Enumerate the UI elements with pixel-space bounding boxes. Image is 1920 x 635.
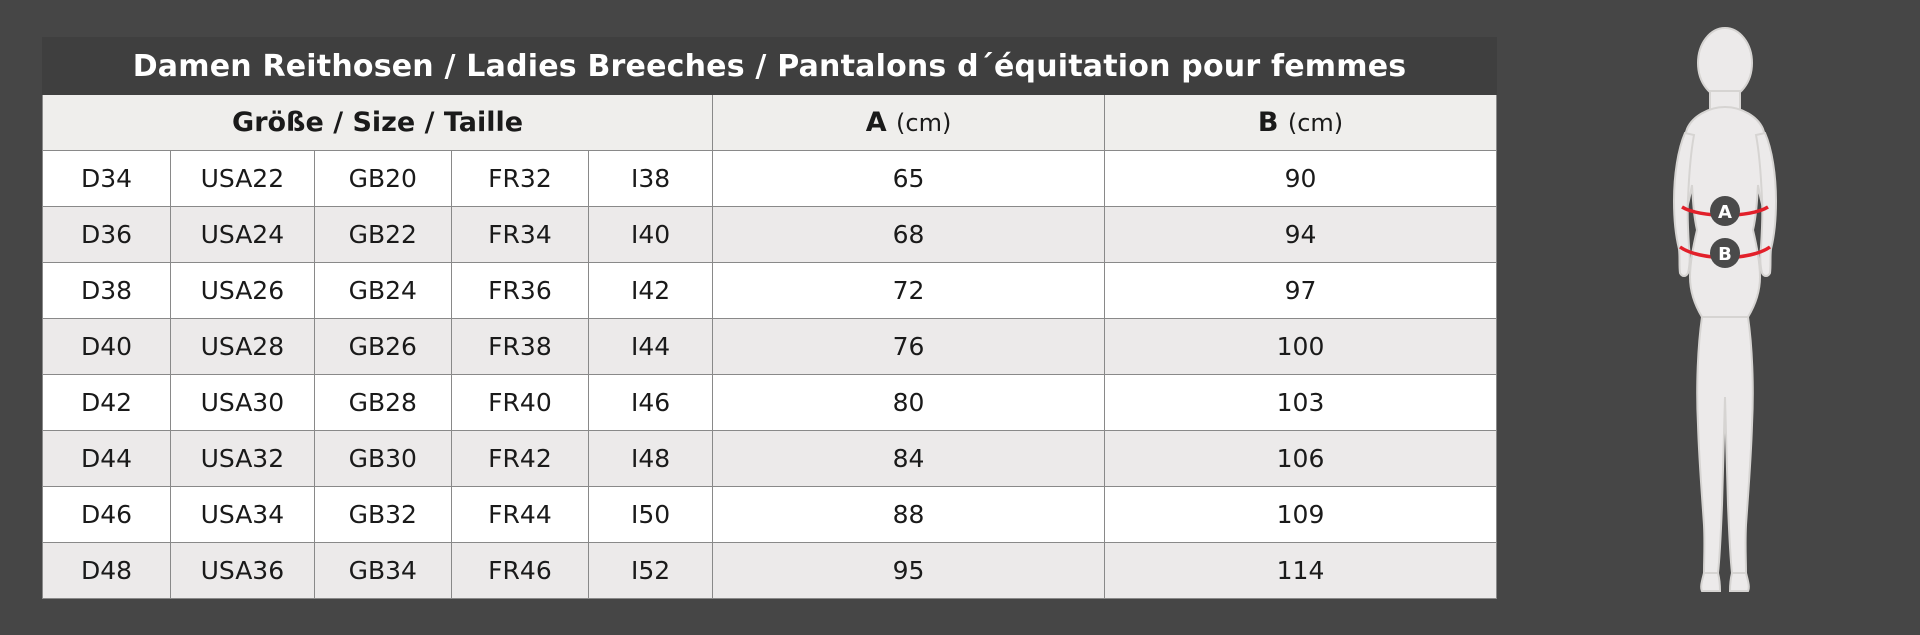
cell-size-it: I48	[589, 431, 713, 487]
cell-size-usa: USA30	[171, 375, 315, 431]
cell-size-it: I40	[589, 207, 713, 263]
marker-a-badge	[1710, 196, 1740, 226]
size-table	[42, 37, 1497, 599]
cell-size-de: D36	[43, 207, 171, 263]
table-row	[43, 263, 1497, 319]
female-body-silhouette	[1674, 28, 1776, 591]
cell-measure-b: 114	[1105, 543, 1497, 599]
cell-size-gb: GB34	[314, 543, 451, 599]
cell-size-it: I38	[589, 151, 713, 207]
cell-size-fr: FR44	[451, 487, 588, 543]
cell-measure-a: 80	[713, 375, 1105, 431]
table-row	[43, 487, 1497, 543]
cell-measure-b: 100	[1105, 319, 1497, 375]
marker-a-label: A	[1718, 202, 1732, 223]
cell-size-fr: FR38	[451, 319, 588, 375]
cell-size-it: I52	[589, 543, 713, 599]
table-body	[43, 151, 1497, 599]
cell-size-de: D48	[43, 543, 171, 599]
cell-size-usa: USA32	[171, 431, 315, 487]
cell-measure-a: 95	[713, 543, 1105, 599]
cell-size-it: I46	[589, 375, 713, 431]
cell-size-fr: FR40	[451, 375, 588, 431]
cell-size-gb: GB20	[314, 151, 451, 207]
cell-size-it: I44	[589, 319, 713, 375]
table-title: Damen Reithosen / Ladies Breeches / Pantalons d´équitation pour femmes	[43, 38, 1497, 95]
marker-b-badge	[1710, 238, 1740, 268]
cell-size-usa: USA26	[171, 263, 315, 319]
cell-size-gb: GB28	[314, 375, 451, 431]
cell-size-fr: FR42	[451, 431, 588, 487]
cell-measure-b: 109	[1105, 487, 1497, 543]
cell-measure-a: 68	[713, 207, 1105, 263]
cell-measure-a: 88	[713, 487, 1105, 543]
header-measure-b-letter: B	[1257, 107, 1279, 138]
header-measure-a-unit: (cm)	[896, 109, 952, 137]
cell-measure-b: 90	[1105, 151, 1497, 207]
table-row	[43, 319, 1497, 375]
marker-b-label: B	[1718, 244, 1732, 265]
cell-size-usa: USA28	[171, 319, 315, 375]
cell-size-usa: USA36	[171, 543, 315, 599]
cell-size-usa: USA34	[171, 487, 315, 543]
cell-size-fr: FR34	[451, 207, 588, 263]
cell-size-gb: GB30	[314, 431, 451, 487]
cell-size-de: D44	[43, 431, 171, 487]
cell-size-fr: FR36	[451, 263, 588, 319]
cell-size-gb: GB24	[314, 263, 451, 319]
cell-measure-a: 84	[713, 431, 1105, 487]
cell-measure-a: 72	[713, 263, 1105, 319]
cell-measure-b: 94	[1105, 207, 1497, 263]
cell-size-it: I50	[589, 487, 713, 543]
header-measure-b	[1105, 95, 1497, 151]
table-row	[43, 207, 1497, 263]
size-table-container	[42, 37, 1497, 599]
cell-size-de: D34	[43, 151, 171, 207]
cell-size-gb: GB22	[314, 207, 451, 263]
cell-size-de: D46	[43, 487, 171, 543]
cell-size-it: I42	[589, 263, 713, 319]
header-measure-a-letter: A	[865, 107, 887, 138]
table-header-row	[43, 95, 1497, 151]
cell-size-gb: GB32	[314, 487, 451, 543]
header-measure-a	[713, 95, 1105, 151]
cell-size-usa: USA24	[171, 207, 315, 263]
table-row	[43, 543, 1497, 599]
header-size: Größe / Size / Taille	[43, 95, 713, 151]
cell-measure-b: 97	[1105, 263, 1497, 319]
header-measure-b-unit: (cm)	[1287, 109, 1344, 137]
cell-size-de: D42	[43, 375, 171, 431]
cell-measure-a: 65	[713, 151, 1105, 207]
table-title-row	[43, 38, 1497, 95]
cell-size-fr: FR32	[451, 151, 588, 207]
cell-measure-b: 103	[1105, 375, 1497, 431]
table-row	[43, 375, 1497, 431]
cell-measure-b: 106	[1105, 431, 1497, 487]
cell-size-de: D38	[43, 263, 171, 319]
cell-size-gb: GB26	[314, 319, 451, 375]
cell-measure-a: 76	[713, 319, 1105, 375]
cell-size-de: D40	[43, 319, 171, 375]
body-measurement-figure	[1630, 25, 1820, 610]
cell-size-fr: FR46	[451, 543, 588, 599]
table-row	[43, 431, 1497, 487]
cell-size-usa: USA22	[171, 151, 315, 207]
table-row	[43, 151, 1497, 207]
